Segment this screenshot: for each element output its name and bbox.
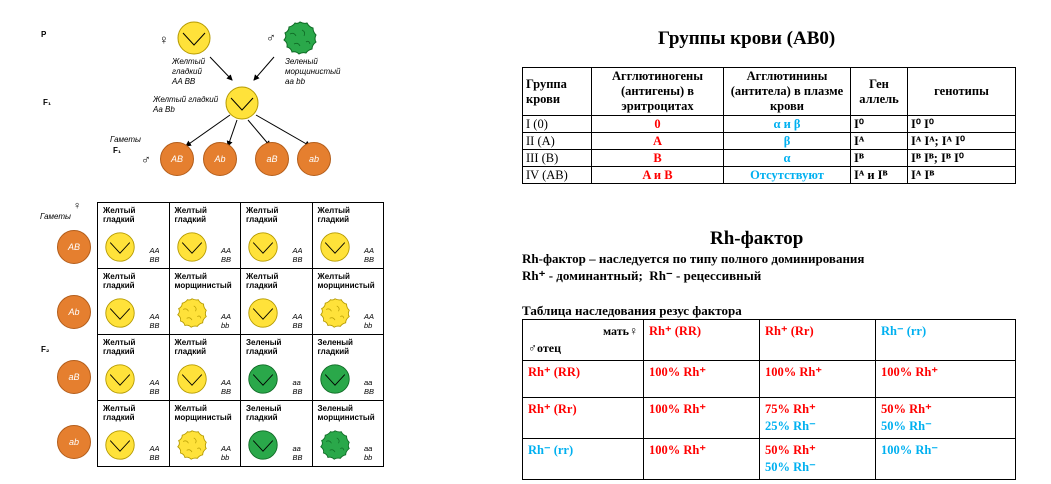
phenotype-label: Желтый гладкий: [174, 338, 207, 356]
cell-gene: Iᴬ: [851, 133, 908, 150]
punnett-cell: [312, 269, 384, 335]
cell-agglutinin: α и β: [724, 116, 851, 133]
blood-row: [523, 167, 1016, 184]
rh-col-header: Rh⁺ (RR): [644, 320, 760, 361]
rh-col-header: Rh⁺ (Rr): [760, 320, 876, 361]
genotype-label: AA bb: [221, 312, 232, 330]
rh-line1: Rh-фактор – наследуется по типу полного доминирования: [522, 251, 865, 266]
genotype-label: AA BB: [149, 246, 160, 264]
female-symbol: ♀: [159, 32, 169, 47]
cell-genotype: Iᴮ Iᴮ; Iᴮ I⁰: [908, 150, 1016, 167]
male-symbol: ♂: [266, 30, 276, 45]
cell-group: II (A): [523, 133, 592, 150]
rh-line2: Rh⁺ - доминантный; Rh⁻ - рецессивный: [522, 268, 762, 283]
genotype-label: AA BB: [292, 312, 303, 330]
cell-gene: Iᴬ и Iᴮ: [851, 167, 908, 184]
blood-row: [523, 116, 1016, 133]
punnett-cell: [98, 203, 170, 269]
punnett-cell: [312, 401, 384, 467]
rh-cell: 100% Rh⁺: [876, 361, 1016, 398]
rh-cell: 50% Rh⁺ 50% Rh⁻: [876, 398, 1016, 439]
cell-gene: Iᴮ: [851, 150, 908, 167]
header-group: Группа крови: [523, 68, 592, 116]
punnett-cell: [312, 335, 384, 401]
cell-group: IV (AB): [523, 167, 592, 184]
male-gamete-1: AB: [160, 142, 194, 176]
cell-agglutinogen: 0: [592, 116, 724, 133]
rh-cell: 75% Rh⁺ 25% Rh⁻: [760, 398, 876, 439]
punnett-square: [97, 202, 384, 467]
blood-row: [523, 150, 1016, 167]
punnett-cell: [98, 335, 170, 401]
phenotype-label: Желтый гладкий: [174, 206, 207, 224]
genotype-label: aa bb: [364, 444, 373, 462]
phenotype-label: Зеленый гладкий: [246, 338, 282, 356]
cell-agglutinogen: A: [592, 133, 724, 150]
rh-father-cell: Rh⁻ (rr): [523, 439, 644, 480]
cell-genotype: Iᴬ Iᴮ: [908, 167, 1016, 184]
f2-label: F₂: [41, 345, 50, 354]
phenotype-label: Желтый гладкий: [317, 206, 350, 224]
phenotype-label: Зеленый гладкий: [246, 404, 282, 422]
blood-title: Группы крови (АВ0): [658, 28, 836, 49]
punnett-row: [98, 401, 384, 467]
genotype-label: AA BB: [149, 444, 160, 462]
punnett-row: [98, 269, 384, 335]
phenotype-label: Желтый морщинистый: [174, 272, 232, 290]
phenotype-label: Зеленый гладкий: [317, 338, 353, 356]
punnett-cell: [169, 269, 241, 335]
rh-cell: 100% Rh⁺: [644, 439, 760, 480]
cell-genotype: I⁰ I⁰: [908, 116, 1016, 133]
cell-genotype: Iᴬ Iᴬ; Iᴬ I⁰: [908, 133, 1016, 150]
cell-group: III (B): [523, 150, 592, 167]
female-gamete-4: ab: [57, 425, 91, 459]
female-gamete-3: aB: [57, 360, 91, 394]
header-agglutinin: Агглютинины (антитела) в плазме крови: [724, 68, 851, 116]
p-label: P: [41, 30, 47, 39]
gametes-label: Гаметы: [110, 135, 141, 144]
blood-row: [523, 133, 1016, 150]
female-gamete-2: Ab: [57, 295, 91, 329]
cell-gene: I⁰: [851, 116, 908, 133]
genotype-label: AA BB: [221, 378, 232, 396]
f1-gamete-row-label: F₁: [113, 146, 122, 155]
rh-header-row: [523, 320, 1016, 361]
phenotype-label: Зеленый морщинистый: [317, 404, 375, 422]
male-gamete-4: ab: [297, 142, 331, 176]
genotype-label: AA BB: [364, 246, 375, 264]
cell-group: I (0): [523, 116, 592, 133]
cell-agglutinin: β: [724, 133, 851, 150]
f1-pea-icon: [224, 85, 260, 121]
rh-father-cell: Rh⁺ (Rr): [523, 398, 644, 439]
punnett-cell: [169, 203, 241, 269]
phenotype-label: Желтый морщинистый: [174, 404, 232, 422]
punnett-row: [98, 203, 384, 269]
cell-agglutinin: Отсутствуют: [724, 167, 851, 184]
rh-corner-cell: [523, 320, 644, 361]
rh-row: [523, 439, 1016, 480]
rh-table-title: Таблица наследования резус фактора: [522, 303, 742, 318]
corner-father: ♂отец: [528, 341, 561, 355]
genotype-label: AA BB: [221, 246, 232, 264]
rh-cell: 100% Rh⁺: [760, 361, 876, 398]
cell-agglutinogen: A и B: [592, 167, 724, 184]
genotype-label: aa BB: [364, 378, 375, 396]
f2-female-symbol: ♀: [73, 200, 82, 212]
male-gamete-3: aB: [255, 142, 289, 176]
phenotype-label: Желтый морщинистый: [317, 272, 375, 290]
punnett-cell: [169, 401, 241, 467]
punnett-cell: [241, 335, 313, 401]
header-agglutinogen: Агглютиногены (антигены) в эритроцитах: [592, 68, 724, 116]
rh-father-cell: Rh⁺ (RR): [523, 361, 644, 398]
cell-agglutinin: α: [724, 150, 851, 167]
cell-agglutinogen: B: [592, 150, 724, 167]
rh-cell: 50% Rh⁺ 50% Rh⁻: [760, 439, 876, 480]
genotype-label: AA BB: [292, 246, 303, 264]
gamete-male-symbol: ♂: [141, 152, 151, 167]
genotype-label: AA BB: [149, 312, 160, 330]
rh-inheritance-table: [522, 319, 1016, 480]
punnett-cell: [98, 401, 170, 467]
phenotype-label: Желтый гладкий: [246, 206, 279, 224]
corner-mother: мать♀: [602, 324, 638, 338]
parent1-label: Желтый гладкий AA BB: [172, 57, 206, 86]
genotype-label: AA bb: [221, 444, 232, 462]
rh-row: [523, 398, 1016, 439]
rh-cell: 100% Rh⁺: [644, 361, 760, 398]
punnett-cell: [312, 203, 384, 269]
rh-cell: 100% Rh⁺: [644, 398, 760, 439]
male-gamete-2: Ab: [203, 142, 237, 176]
punnett-cell: [169, 335, 241, 401]
rh-col-header: Rh⁻ (rr): [876, 320, 1016, 361]
blood-group-table: [522, 67, 1016, 184]
punnett-cell: [241, 203, 313, 269]
genotype-label: AA bb: [364, 312, 375, 330]
genotype-label: aa BB: [292, 378, 303, 396]
punnett-cell: [241, 401, 313, 467]
rh-row: [523, 361, 1016, 398]
parent2-label: Зеленый морщинистый aa bb: [285, 57, 341, 86]
genotype-label: aa BB: [292, 444, 303, 462]
f2-gametes-label: Гаметы: [40, 212, 71, 221]
rh-cell: 100% Rh⁻: [876, 439, 1016, 480]
phenotype-label: Желтый гладкий: [103, 272, 136, 290]
phenotype-label: Желтый гладкий: [103, 338, 136, 356]
phenotype-label: Желтый гладкий: [246, 272, 279, 290]
f1-label: F₁: [43, 98, 52, 107]
header-genotype: генотипы: [908, 68, 1016, 116]
punnett-cell: [241, 269, 313, 335]
genotype-label: AA BB: [149, 378, 160, 396]
phenotype-label: Желтый гладкий: [103, 206, 136, 224]
header-gene: Ген аллель: [851, 68, 908, 116]
female-gamete-1: AB: [57, 230, 91, 264]
punnett-row: [98, 335, 384, 401]
phenotype-label: Желтый гладкий: [103, 404, 136, 422]
punnett-cell: [98, 269, 170, 335]
rh-title: Rh-фактор: [710, 228, 804, 249]
blood-header-row: [523, 68, 1016, 116]
f1-label-text: Желтый гладкий Aa Bb: [153, 95, 219, 114]
